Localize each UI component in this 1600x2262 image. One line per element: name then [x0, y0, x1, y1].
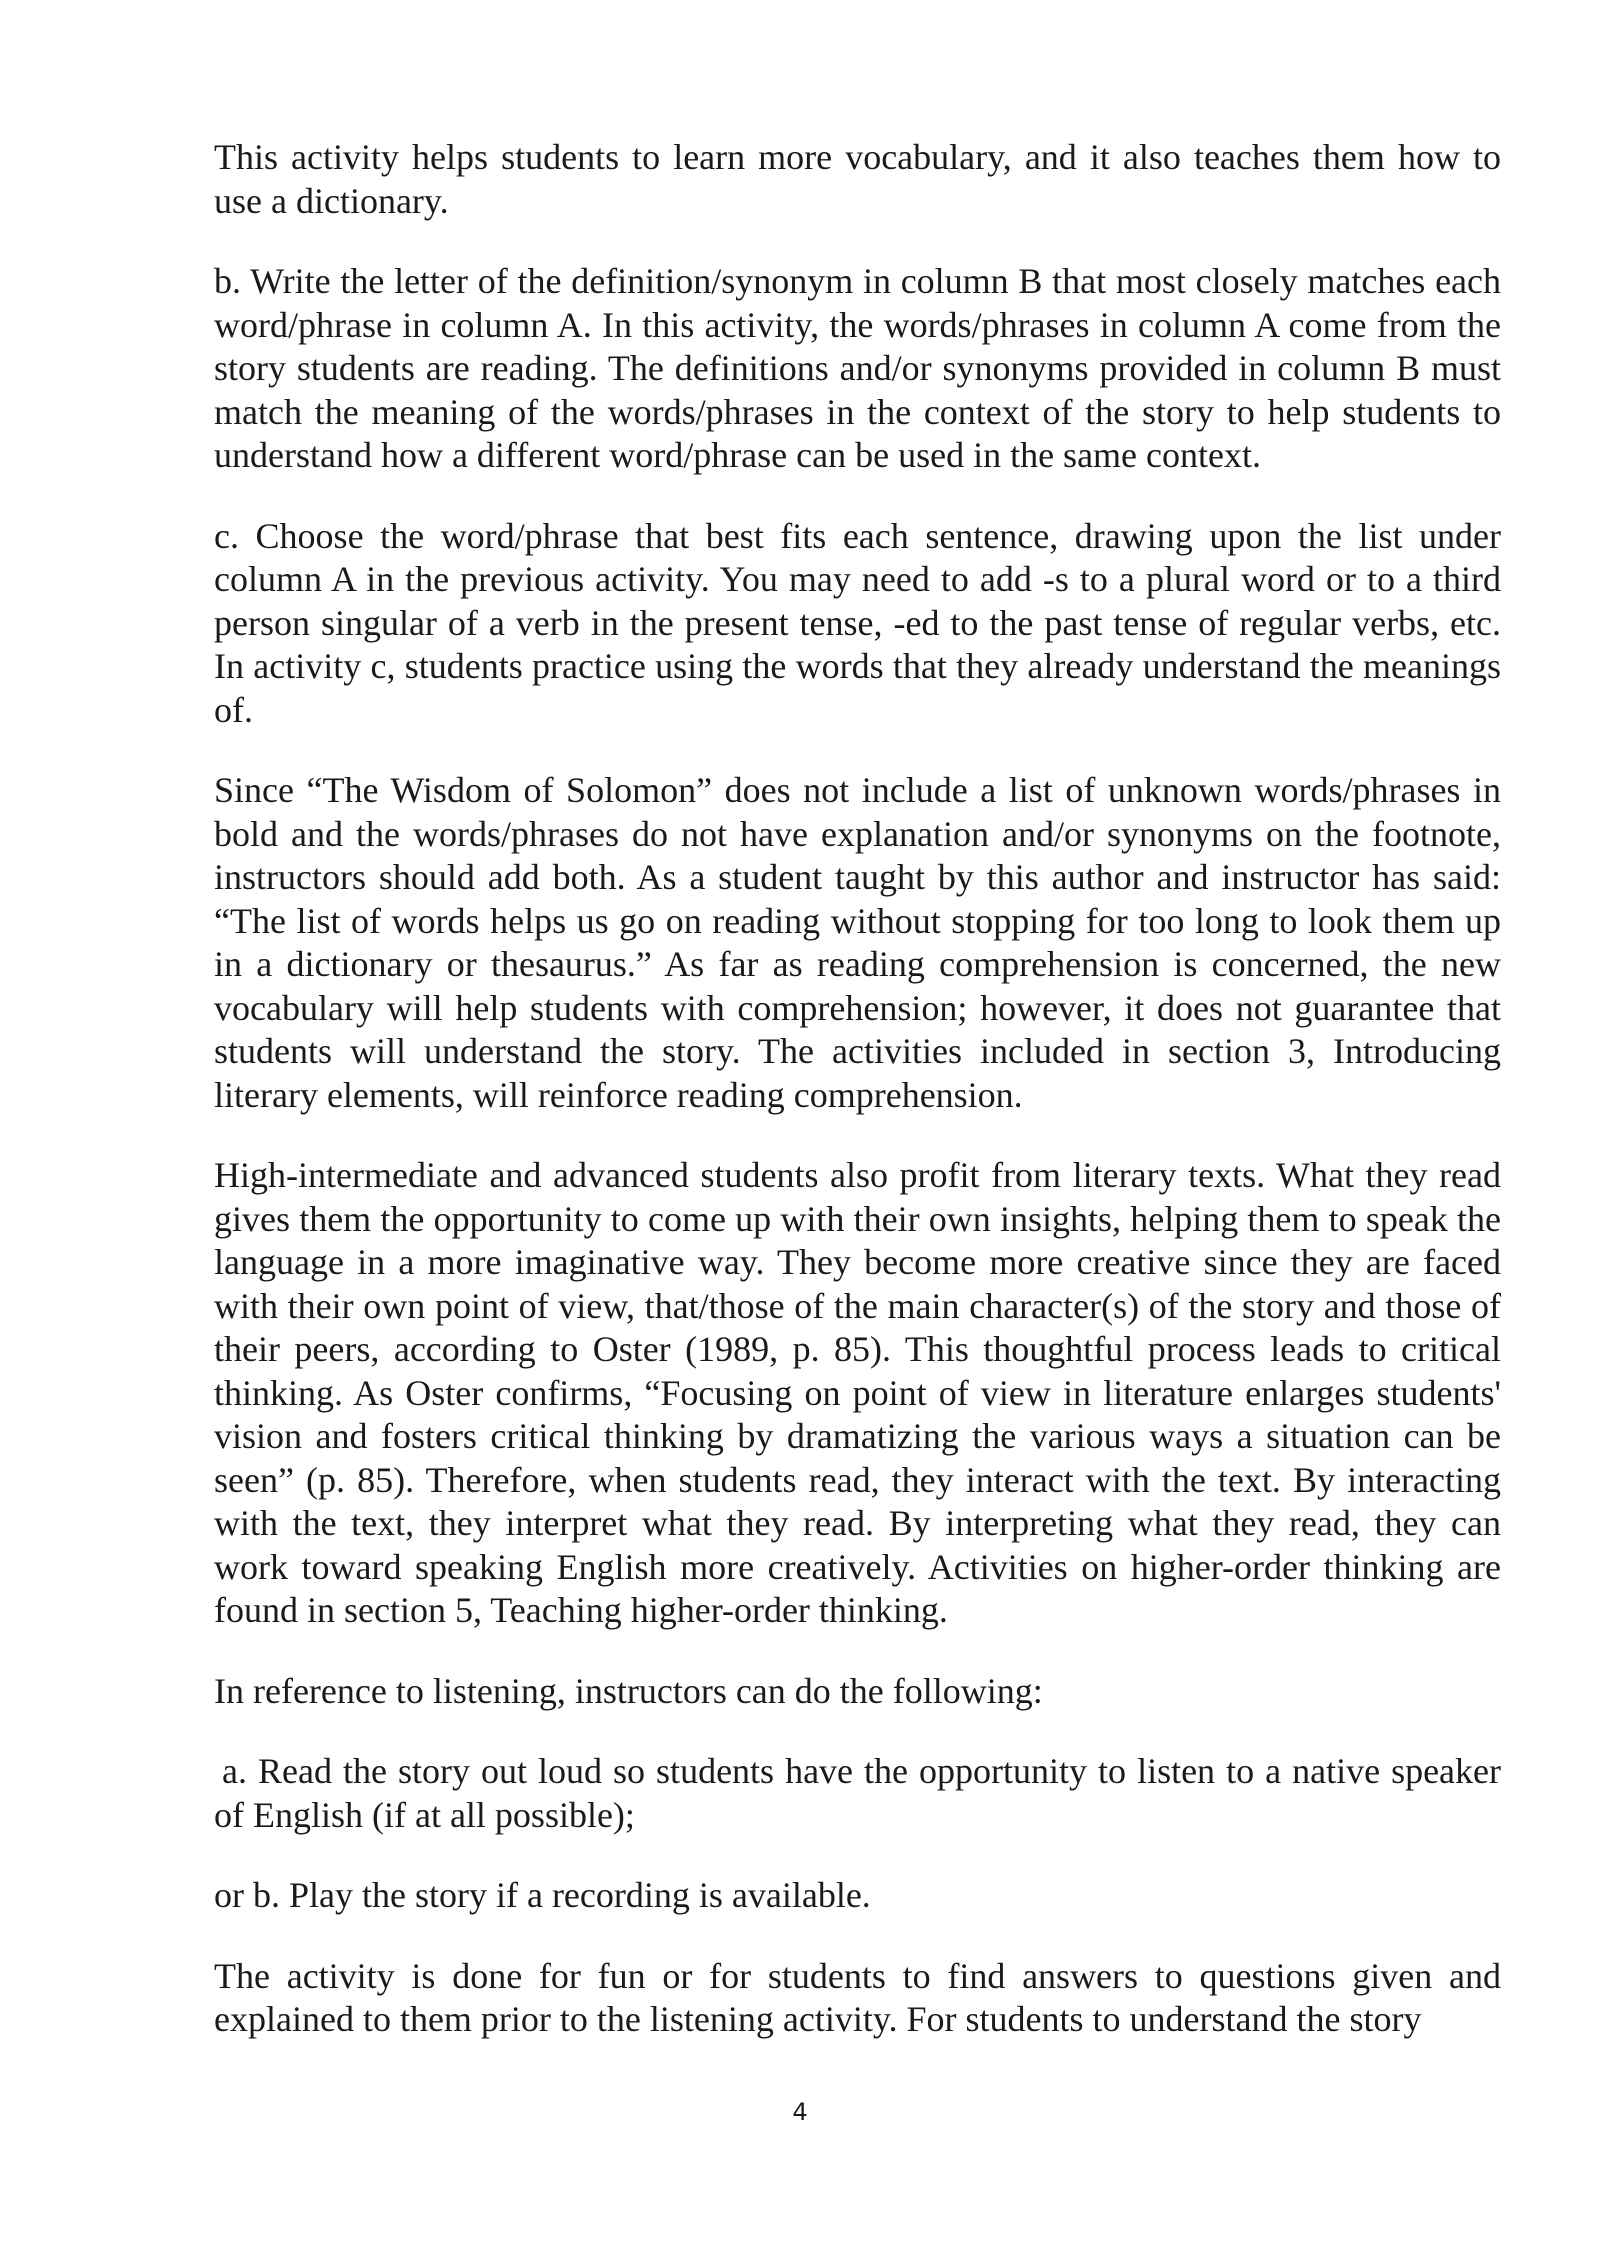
paragraph-wisdom-of-solomon: Since “The Wisdom of Solomon” does not include a list of unknown words/phrases in bold and the words/phrases do not have explanation and/or synonyms on the footnote, instructors should add both. As a student taught by this author and instructor has said: “The list of words helps us go on reading without stopping for too long to look them up in a dictionary or thesaurus.” As far as reading comprehension is concerned, the new vocabulary will help students with comprehension; however, it does not guarantee that students will understand the story. The activities included in section 3, Introducing literary elements, will reinforce reading comprehension.	[214, 770, 1501, 1115]
paragraph-listening-intro: In reference to listening, instructors can do the following:	[214, 1670, 1043, 1711]
paragraph-listening-option-a: a. Read the story out loud so students have the opportunity to listen to a native speaker of English (if at all possible);	[214, 1751, 1501, 1835]
paragraph-listening-activity: The activity is done for fun or for students to find answers to questions given and explained to them prior to the listening activity. For students to understand the story	[214, 1955, 1501, 2039]
paragraph-advanced-students: High-intermediate and advanced students also profit from literary texts. What they read gives them the opportunity to come up with their own insights, helping them to speak the language in a more imaginative way. They become more creative since they are faced with their own point of view, that/those of the main character(s) of the story and those of their peers, according to Oster (1989, p. 85). This thoughtful process leads to critical thinking. As Oster confirms, “Focusing on point of view in literature enlarges students' vision and fosters critical thinking by dramatizing the various ways a situation can be seen” (p. 85). Therefore, when students read, they interact with the text. By interacting with the text, they interpret what they read. By interpreting what they read, they can work toward speaking English more creatively. Activities on higher-order thinking are found in section 5, Teaching higher-order thinking.	[214, 1155, 1501, 1630]
paragraph-activity-b: b. Write the letter of the definition/synonym in column B that most closely matches each word/phrase in column A. In this activity, the words/phrases in column A come from the story students are reading. The definitions and/or synonyms provided in column B must match the meaning of the words/phrases in the context of the story to help students to understand how a different word/phrase can be used in the same context.	[214, 261, 1501, 475]
page-number: 4	[792, 2098, 808, 2126]
paragraph-vocabulary-intro: This activity helps students to learn more vocabulary, and it also teaches them how to use a dictionary.	[214, 137, 1501, 221]
paragraph-listening-option-b: or b. Play the story if a recording is available.	[214, 1875, 871, 1915]
paragraph-activity-c: c. Choose the word/phrase that best fits each sentence, drawing upon the list under column A in the previous activity. You may need to add -s to a plural word or to a third person singular of a verb in the present tense, -ed to the past tense of regular verbs, etc. In activity c, students practice using the words that they already understand the meanings of.	[214, 515, 1501, 730]
page-body	[214, 136, 1501, 2079]
